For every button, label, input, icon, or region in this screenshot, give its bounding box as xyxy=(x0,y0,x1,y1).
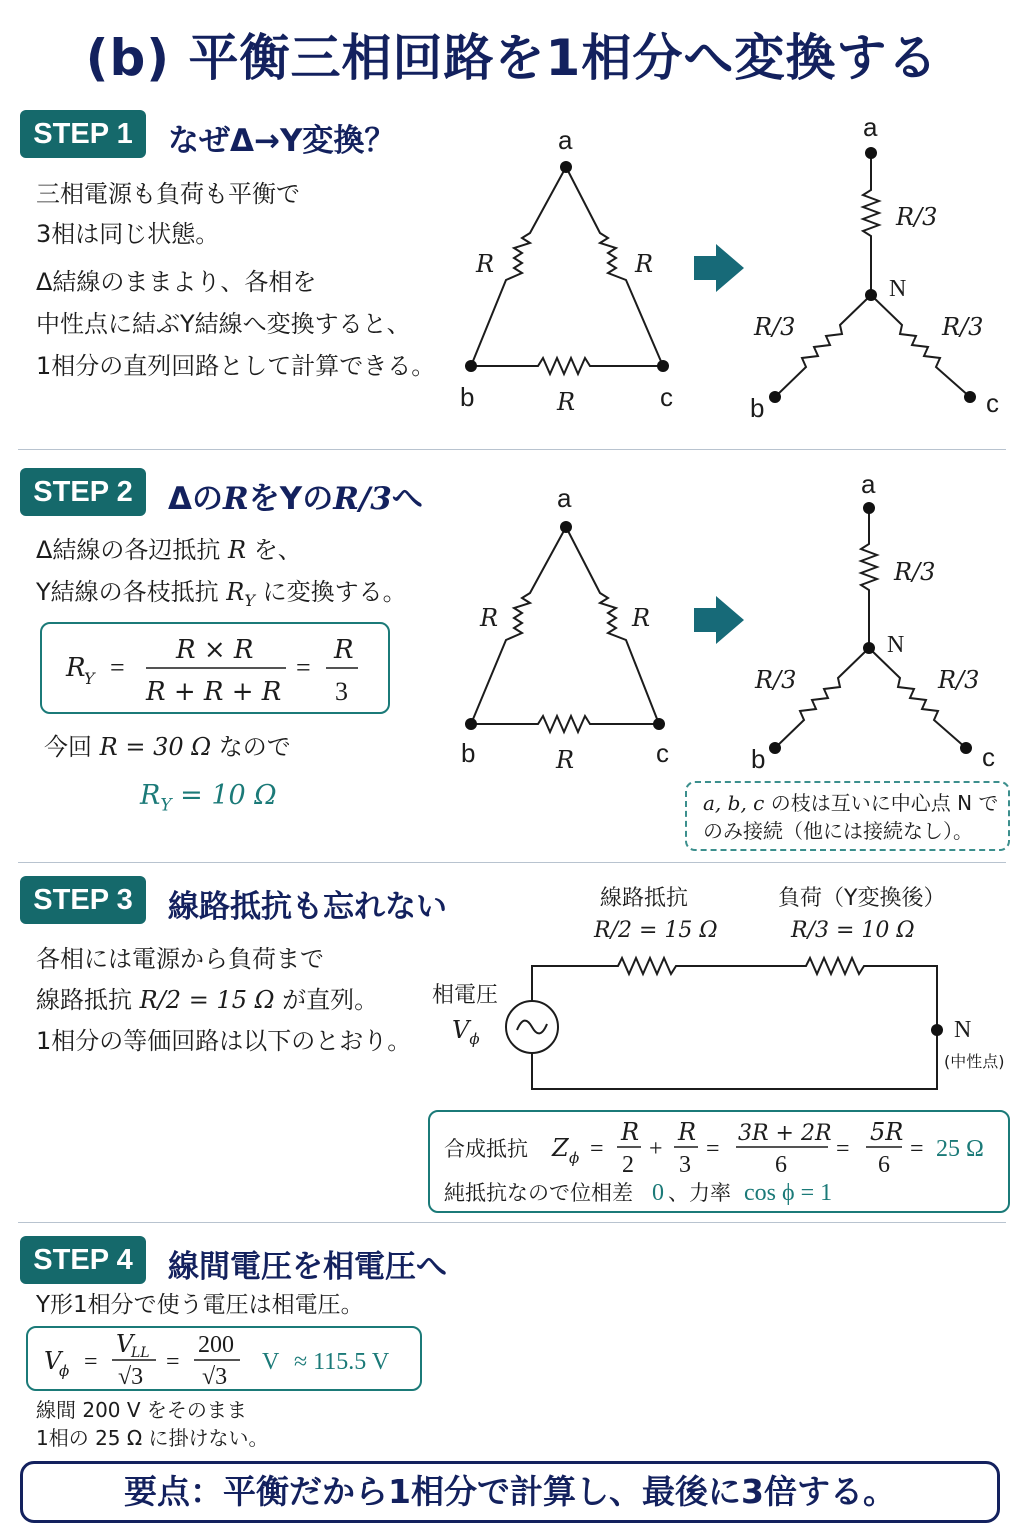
svg-text:R: R xyxy=(66,653,86,683)
node-c-label: c xyxy=(656,738,669,768)
phase-voltage-formula xyxy=(28,1328,424,1393)
step4-note-line: 線間 200 V をそのまま xyxy=(36,1398,247,1422)
svg-text:3: 3 xyxy=(335,677,348,706)
svg-text:ϕ: ϕ xyxy=(569,1149,580,1167)
delta-resistor-label: R xyxy=(476,250,495,278)
svg-text:R × R: R × R xyxy=(176,635,254,665)
y-resistor-label: R/3 xyxy=(896,203,938,231)
svg-text:=: = xyxy=(166,1349,180,1375)
neutral-label: N xyxy=(954,1017,972,1043)
node-c-label: c xyxy=(660,382,673,412)
delta-resistor-label: R xyxy=(480,604,499,632)
delta-resistor-label: R xyxy=(557,388,576,416)
step1-text-line: 三相電源も負荷も平衡で xyxy=(36,180,300,208)
svg-text:R + R + R: R + R + R xyxy=(146,677,282,707)
combined-resistance-box xyxy=(428,1110,1010,1213)
svg-text:2: 2 xyxy=(622,1152,634,1178)
svg-text:LL: LL xyxy=(131,1345,150,1361)
step1-text-line: 1相分の直列回路として計算できる。 xyxy=(36,352,436,380)
load-title: 負荷（Y変換後） xyxy=(778,886,946,911)
source-voltage-label: $V_\phi$ xyxy=(452,1016,480,1048)
delta-resistor-label: R xyxy=(632,604,651,632)
step3-heading: 線路抵抗も忘れない xyxy=(168,889,447,925)
note-line: a, b, c の枝は互いに中心点 N で xyxy=(703,791,999,815)
step1-text-line: 3相は同じ状態。 xyxy=(36,220,220,248)
svg-text:R: R xyxy=(678,1118,697,1146)
ac-source-icon xyxy=(506,1001,558,1053)
svg-text:√3: √3 xyxy=(202,1364,228,1390)
phase-voltage-result: ≈ 115.5 V xyxy=(294,1349,390,1375)
svg-text:V: V xyxy=(262,1349,280,1375)
svg-text:3: 3 xyxy=(679,1152,691,1178)
y-resistor-label: R/3 xyxy=(938,666,980,694)
svg-text:6: 6 xyxy=(878,1152,890,1178)
svg-text:=: = xyxy=(706,1136,720,1162)
svg-text:=: = xyxy=(296,653,311,682)
note-line: のみ接続（他には接続なし）。 xyxy=(703,819,973,843)
svg-text:、力率: 、力率 xyxy=(668,1181,731,1205)
line-resistor xyxy=(532,958,937,1030)
step3-text-line: 1相分の等価回路は以下のとおり。 xyxy=(36,1027,412,1055)
delta-resistor-label: R xyxy=(635,250,654,278)
step1-badge: STEP 1 xyxy=(20,110,146,158)
node-a-label: a xyxy=(861,469,876,499)
y-resistor-label: R/3 xyxy=(942,313,984,341)
step4-heading: 線間電圧を相電圧へ xyxy=(168,1249,447,1285)
step4-text-line: Y形1相分で使う電圧は相電圧。 xyxy=(36,1292,364,1318)
node-a-label: a xyxy=(558,125,573,155)
neutral-label: N xyxy=(889,276,907,302)
combined-resistance-formula xyxy=(430,1112,1012,1215)
svg-text:合成抵抗: 合成抵抗 xyxy=(444,1137,528,1161)
step1-heading: なぜΔ→Y変換？ xyxy=(168,123,396,159)
neutral-label: N xyxy=(887,632,905,658)
step2-text-line: Y結線の各枝抵抗 $R_Y$ に変換する。 xyxy=(36,578,407,610)
y-resistor-label: R/3 xyxy=(755,666,797,694)
step3-text-line: 線路抵抗 R/2 = 15 Ω が直列。 xyxy=(36,986,379,1014)
node-a-label: a xyxy=(863,112,878,142)
svg-text:純抵抗なので位相差: 純抵抗なので位相差 xyxy=(444,1181,633,1205)
node-b-label: b xyxy=(461,738,476,768)
node-c-label: c xyxy=(986,388,999,418)
line-resistance-value: R/2 = 15 Ω xyxy=(594,918,718,943)
section-divider xyxy=(18,1222,1006,1223)
svg-text:cos ϕ = 1: cos ϕ = 1 xyxy=(744,1180,833,1206)
step2-text-line: Δ結線の各辺抵抗 R を、 xyxy=(36,536,302,564)
step4-badge: STEP 4 xyxy=(20,1236,146,1284)
svg-text:0: 0 xyxy=(652,1180,664,1206)
svg-text:+: + xyxy=(649,1136,663,1162)
svg-text:Y: Y xyxy=(84,669,95,688)
svg-text:√3: √3 xyxy=(118,1364,144,1390)
node-a-label: a xyxy=(557,483,572,513)
svg-text:R: R xyxy=(334,635,354,665)
step3-badge: STEP 3 xyxy=(20,876,146,924)
svg-text:200: 200 xyxy=(198,1332,234,1358)
y-resistor-label: R/3 xyxy=(754,313,796,341)
svg-text:=: = xyxy=(590,1136,604,1162)
page-title: (b) 平衡三相回路を1相分へ変換する xyxy=(85,29,939,87)
svg-text:=: = xyxy=(110,653,125,682)
node-c-label: c xyxy=(982,742,995,772)
given-value-line: 今回 R = 30 Ω なので xyxy=(44,733,291,761)
node-b-label: b xyxy=(751,744,766,774)
svg-text:V: V xyxy=(44,1347,62,1375)
svg-text:R: R xyxy=(621,1118,640,1146)
svg-text:=: = xyxy=(84,1349,98,1375)
combined-resistance-result: 25 Ω xyxy=(936,1136,984,1162)
step3-text-line: 各相には電源から負荷まで xyxy=(36,945,324,973)
svg-text:ϕ: ϕ xyxy=(59,1362,70,1380)
y-resistor-label: R/3 xyxy=(894,558,936,586)
step1-text-line: Δ結線のままより、各相を xyxy=(36,268,317,296)
line-resistance-title: 線路抵抗 xyxy=(600,886,689,911)
step1-text-line: 中性点に結ぶY結線へ変換すると、 xyxy=(36,310,411,338)
svg-text:5R: 5R xyxy=(870,1118,904,1146)
svg-text:3R + 2R: 3R + 2R xyxy=(738,1121,832,1146)
step4-note-line: 1相の 25 Ω に掛けない。 xyxy=(36,1426,269,1450)
phase-voltage-formula-box xyxy=(26,1326,422,1391)
svg-text:=: = xyxy=(910,1136,924,1162)
key-point-banner: 要点：平衡だから1相分で計算し、最後に3倍する。 xyxy=(20,1461,1000,1523)
step2-heading: ΔのRをYのR/3へ xyxy=(168,481,423,517)
ry-result: $R_Y = 10$ Ω xyxy=(140,780,277,816)
svg-text:6: 6 xyxy=(775,1152,787,1178)
svg-text:=: = xyxy=(836,1136,850,1162)
node-b-label: b xyxy=(750,393,765,423)
delta-resistor-label: R xyxy=(556,746,575,774)
node-b-label: b xyxy=(460,382,475,412)
svg-text:Z: Z xyxy=(552,1134,569,1162)
neutral-node-dot xyxy=(931,1024,943,1036)
step2-badge: STEP 2 xyxy=(20,468,146,516)
neutral-note: (中性点) xyxy=(944,1052,1005,1071)
source-title: 相電圧 xyxy=(432,983,499,1008)
load-value: R/3 = 10 Ω xyxy=(791,918,915,943)
svg-text:V: V xyxy=(116,1330,134,1358)
